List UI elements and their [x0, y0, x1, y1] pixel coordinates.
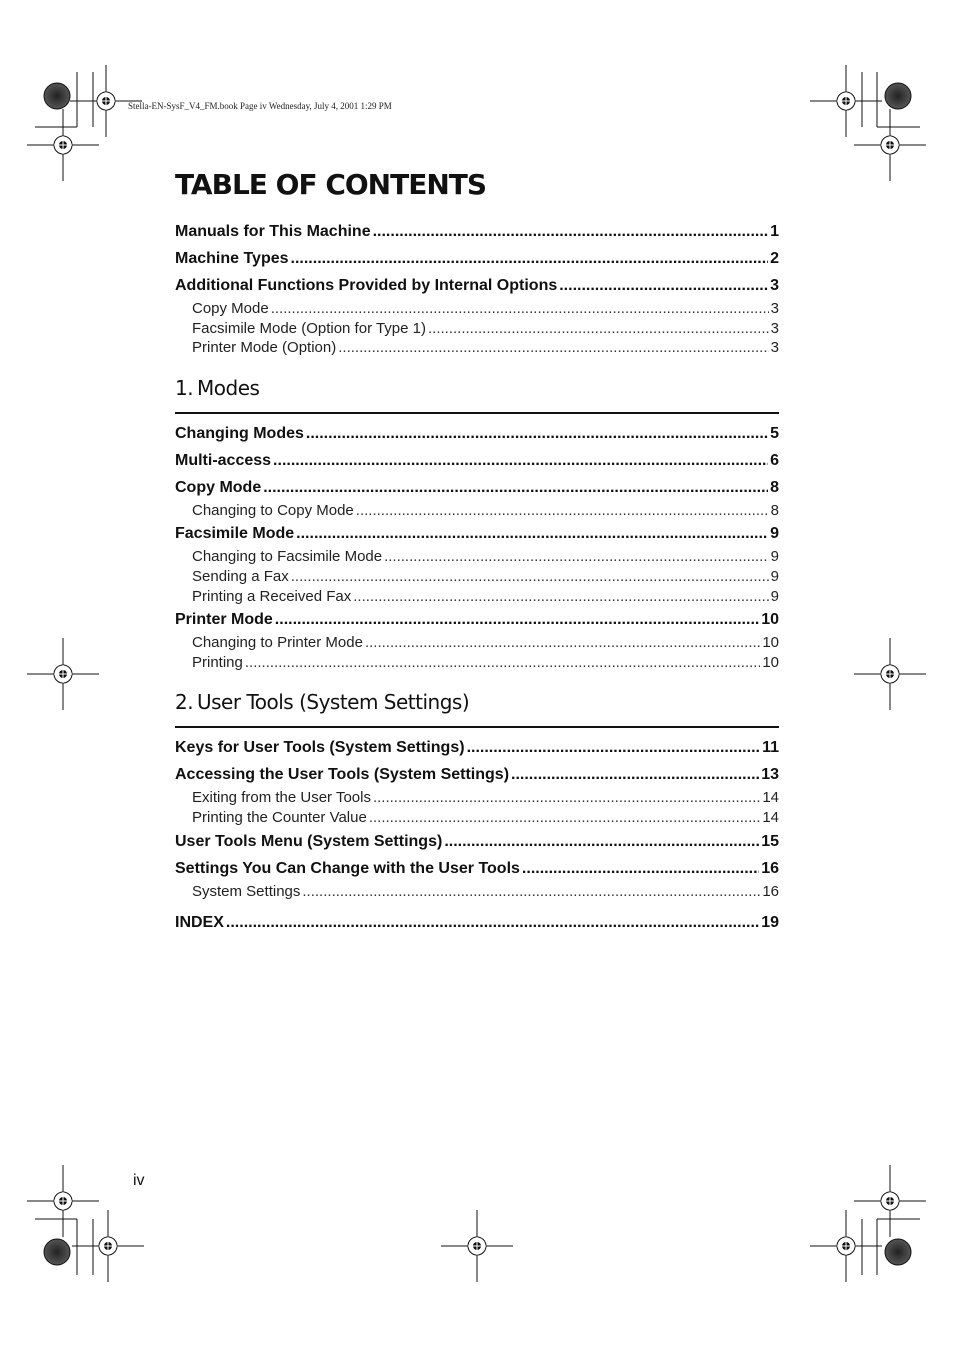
toc-subentry[interactable]	[175, 633, 779, 653]
spacer	[175, 901, 779, 909]
toc-subentry[interactable]	[175, 788, 779, 808]
dot-leader	[226, 909, 759, 936]
toc-subentry[interactable]	[175, 501, 779, 521]
toc-entry-title: Additional Functions Provided by Internal Options	[175, 277, 558, 294]
dot-leader	[384, 547, 769, 567]
toc-entry[interactable]	[175, 761, 779, 788]
dot-leader	[373, 218, 769, 245]
toc-entry[interactable]	[175, 855, 779, 882]
toc-subentry-page: 3	[770, 300, 779, 317]
chapter-title: Modes	[197, 375, 260, 400]
toc-subentry-title: Copy Mode	[192, 300, 269, 317]
toc-subentry-title: Sending a Fax	[192, 567, 289, 585]
toc-subentry-page: 3	[770, 339, 779, 357]
toc-subentry-page: 9	[770, 567, 779, 585]
toc-subentry[interactable]	[175, 653, 779, 673]
dot-leader	[271, 299, 769, 319]
toc-subentry-title: Changing to Printer Mode	[192, 634, 363, 652]
toc-entry-title: Manuals for This Machine	[175, 223, 371, 240]
toc-subentry-title: Changing to Facsimile Mode	[192, 548, 383, 566]
chapter-heading-modes[interactable]	[175, 372, 779, 414]
dot-leader	[245, 653, 760, 673]
page-title: TABLE OF CONTENTS	[175, 168, 487, 201]
toc-entry-page: 8	[770, 478, 779, 496]
toc-entry[interactable]	[175, 520, 779, 547]
dot-leader	[291, 567, 769, 587]
toc-entry[interactable]	[175, 245, 779, 272]
toc-entry[interactable]	[175, 218, 779, 245]
dot-leader	[522, 855, 759, 882]
toc-entry-page: 15	[761, 832, 779, 850]
toc-entry-index[interactable]	[175, 909, 779, 936]
toc-subentry-page: 14	[762, 808, 779, 826]
crop-mark-left-middle	[27, 638, 99, 710]
crop-mark-bottom-center	[441, 1210, 513, 1282]
toc-subentry-page: 14	[762, 789, 779, 807]
chapter-number: 2.	[175, 690, 194, 715]
dot-leader	[428, 319, 769, 339]
crop-mark-top-right	[810, 65, 926, 181]
toc-subentry-title: Printing	[192, 653, 243, 671]
toc-entry-page: 1	[770, 223, 779, 240]
toc-subentry-page: 3	[770, 319, 779, 337]
dot-leader	[291, 245, 769, 272]
dot-leader	[444, 828, 759, 855]
toc-entry-page: 19	[761, 914, 779, 932]
dot-leader	[353, 587, 768, 607]
crop-mark-top-left	[27, 65, 142, 181]
crop-mark-bottom-left	[27, 1165, 144, 1282]
crop-mark-right-middle	[854, 638, 926, 710]
toc-subentry-title: Changing to Copy Mode	[192, 501, 354, 519]
dot-leader	[263, 474, 768, 501]
toc-entry-title: Machine Types	[175, 250, 289, 267]
page-number: iv	[133, 1172, 145, 1189]
dot-leader	[356, 501, 769, 521]
crop-mark-bottom-right	[810, 1165, 926, 1282]
print-header-stamp: Stella-EN-SysF_V4_FM.book Page iv Wednesday, July 4, 2001 1:29 PM	[128, 101, 392, 111]
dot-leader	[373, 788, 760, 808]
toc-subentry-title: System Settings	[192, 882, 301, 900]
toc-entry[interactable]	[175, 447, 779, 474]
dot-leader	[273, 447, 768, 474]
table-of-contents	[175, 218, 779, 936]
toc-entry[interactable]	[175, 828, 779, 855]
dot-leader	[365, 633, 760, 653]
chapter-number: 1.	[175, 375, 194, 400]
toc-subentry-page: 16	[762, 882, 779, 900]
toc-entry-page: 9	[770, 525, 779, 543]
toc-entry-title: Copy Mode	[175, 478, 262, 496]
toc-entry[interactable]	[175, 606, 779, 633]
toc-entry-page: 10	[761, 611, 779, 629]
toc-entry[interactable]	[175, 734, 779, 761]
toc-entry-title: User Tools Menu (System Settings)	[175, 832, 443, 850]
dot-leader	[296, 520, 768, 547]
dot-leader	[369, 808, 760, 828]
toc-subentry-title: Exiting from the User Tools	[192, 789, 371, 807]
toc-subentry-page: 10	[762, 634, 779, 652]
toc-entry-title: INDEX	[175, 914, 224, 932]
toc-entry-title: Facsimile Mode	[175, 525, 295, 543]
toc-subentry-title: Printing a Received Fax	[192, 587, 352, 605]
toc-subentry[interactable]	[175, 882, 779, 902]
dot-leader	[302, 882, 760, 902]
dot-leader	[306, 420, 768, 447]
toc-entry-title: Printer Mode	[175, 611, 273, 629]
chapter-heading-user-tools[interactable]	[175, 686, 779, 728]
toc-entry-page: 3	[770, 277, 779, 294]
toc-subentry-page: 9	[770, 587, 779, 605]
dot-leader	[511, 761, 759, 788]
dot-leader	[338, 338, 768, 358]
toc-subentry[interactable]	[175, 547, 779, 567]
toc-subentry-title: Printing the Counter Value	[192, 808, 367, 826]
toc-entry[interactable]	[175, 272, 779, 299]
toc-entry-title: Changing Modes	[175, 424, 304, 442]
toc-subentry[interactable]	[175, 587, 779, 607]
toc-subentry-page: 8	[770, 501, 779, 519]
toc-subentry-page: 9	[770, 548, 779, 566]
toc-subentry[interactable]	[175, 319, 779, 339]
dot-leader	[275, 606, 759, 633]
toc-subentry-title: Facsimile Mode (Option for Type 1)	[192, 319, 426, 337]
toc-entry-page: 2	[770, 250, 779, 267]
toc-entry-page: 11	[762, 739, 779, 757]
dot-leader	[467, 734, 761, 761]
toc-subentry[interactable]	[175, 808, 779, 828]
dot-leader	[559, 272, 768, 299]
toc-entry-title: Multi-access	[175, 451, 272, 469]
toc-subentry-title: Printer Mode (Option)	[192, 339, 337, 357]
chapter-title: User Tools (System Settings)	[197, 690, 470, 715]
toc-subentry[interactable]	[175, 567, 779, 587]
toc-entry-page: 13	[761, 766, 779, 784]
toc-entry-page: 6	[770, 451, 779, 469]
toc-subentry[interactable]	[175, 338, 779, 358]
toc-entry-page: 16	[761, 859, 779, 877]
toc-entry-title: Accessing the User Tools (System Settings)	[175, 766, 510, 784]
toc-subentry[interactable]	[175, 299, 779, 319]
toc-entry[interactable]	[175, 420, 779, 447]
toc-subentry-page: 10	[762, 653, 779, 671]
toc-entry-title: Keys for User Tools (System Settings)	[175, 739, 465, 757]
toc-entry[interactable]	[175, 474, 779, 501]
toc-entry-page: 5	[770, 424, 779, 442]
toc-entry-title: Settings You Can Change with the User Tools	[175, 859, 520, 877]
